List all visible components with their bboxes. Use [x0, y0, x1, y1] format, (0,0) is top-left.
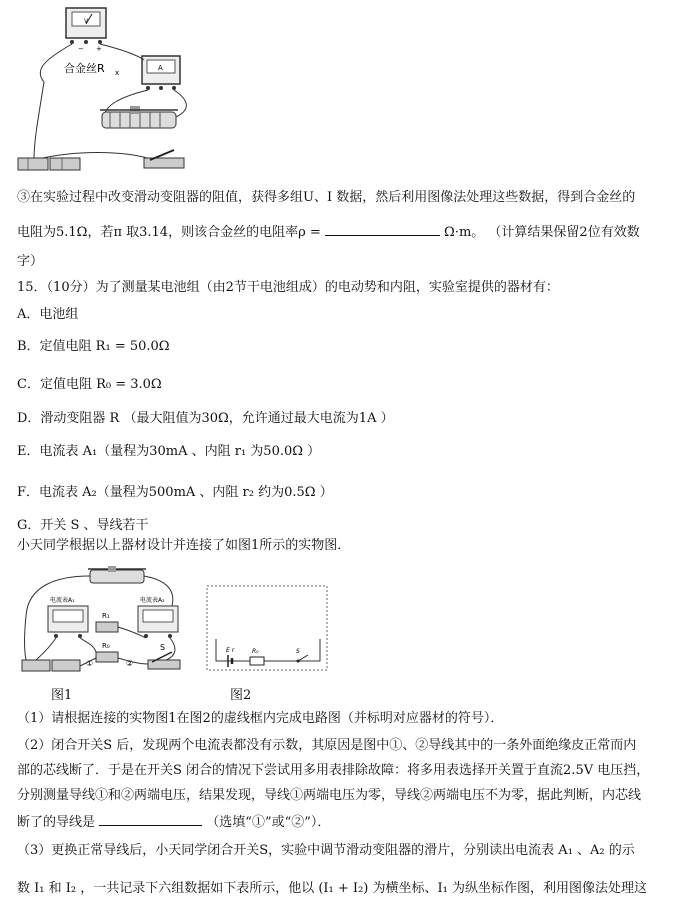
resistor-r1-icon	[96, 622, 118, 632]
q15-part3-line2: 数 I₁ 和 I₂ ，一共记录下六组数据如下表所示，他以 (I₁ + I₂) 为横坐标、I₁ 为纵坐标作图，利用图像法处理这	[17, 881, 647, 896]
alloy-wire-label: 合金丝R	[64, 62, 105, 75]
resistor-r1-label: R₁	[102, 612, 110, 620]
q15-part1: （1）请根据连接的实物图1在图2的虚线框内完成电路图（并标明对应器材的符号）．	[17, 711, 504, 726]
svg-text:x: x	[115, 69, 120, 77]
q15-intro: 15．（10分）为了测量某电池组（由2节干电池组成）的电动势和内阻，实验室提供的器材有：	[17, 280, 559, 295]
figure-2-caption: 图2	[230, 688, 252, 703]
switch-symbol-label: S	[296, 648, 300, 655]
figure-2-circuit-frame	[206, 585, 330, 673]
switch-icon	[148, 652, 180, 669]
ammeter-icon	[142, 56, 180, 90]
q15-item-c: C．定值电阻 R₀ = 3.0Ω	[17, 377, 162, 392]
rheostat-icon	[88, 566, 146, 583]
q15-part2-line1: （2）闭合开关S 后，发现两个电流表都没有示数，其原因是图中①、②导线其中的一条外面绝缘皮正常而内	[17, 738, 637, 753]
figure-1-caption: 图1	[51, 688, 73, 703]
q15-design-text: 小天同学根据以上器材设计并连接了如图1所示的实物图．	[17, 538, 351, 553]
q15-item-a: A．电池组	[17, 307, 79, 322]
dashed-frame[interactable]	[207, 586, 327, 670]
q14-part3-line1: ③在实验过程中改变滑动变阻器的阻值，获得多组U、I 数据，然后利用图像法处理这些数据，得到合金丝的	[17, 190, 636, 205]
svg-text:−: −	[78, 45, 84, 53]
ammeter-a2-label: 电流表A₂	[140, 597, 165, 604]
wire-1-label: ①	[86, 659, 94, 668]
q15-item-g: G．开关 S 、导线若干	[17, 518, 149, 533]
q14-part3-line2: 电阻为5.1Ω，若π 取3.14，则该合金丝的电阻率ρ = Ω·m。 （计算结果保留2位有效数	[17, 221, 640, 242]
switch-icon	[144, 150, 184, 168]
q15-item-d: D．滑动变阻器 R （最大阻值为30Ω，允许通过最大电流为1A ）	[17, 411, 394, 426]
ammeter-a1-icon	[48, 606, 88, 638]
voltmeter-icon	[66, 8, 106, 53]
q15-part2-line2: 部的芯线断了．于是在开关S 闭合的情况下尝试用多用表排除故障：将多用表选择开关置于直流2.5V 电压挡，	[17, 763, 650, 778]
q15-part2-line4: 断了的导线是 （选填“①”或“②”）．	[17, 811, 330, 832]
q15-item-f: F．电流表 A₂（量程为500mA 、内阻 r₂ 约为0.5Ω ）	[17, 485, 333, 500]
resistor-r0-icon	[96, 652, 118, 662]
ammeter-a1-label: 电流表A₁	[50, 597, 75, 604]
rheostat-icon	[100, 106, 178, 128]
figure-1-physical-circuit	[16, 566, 188, 678]
ammeter-label: A	[158, 64, 163, 72]
broken-wire-answer-blank[interactable]	[99, 811, 202, 826]
resistor-symbol-label: R₀	[252, 648, 259, 655]
battery-icon	[18, 158, 80, 170]
voltmeter-label: V	[84, 18, 89, 25]
q15-item-b: B．定值电阻 R₁ = 50.0Ω	[17, 339, 170, 354]
ammeter-a2-icon	[138, 606, 178, 638]
battery-icon	[22, 660, 80, 671]
resistivity-answer-blank[interactable]	[325, 221, 440, 236]
battery-symbol-label: E r	[226, 647, 235, 654]
apparatus-figure-q14	[14, 0, 214, 178]
q14-part3-line3: 字）	[17, 254, 44, 269]
resistor-symbol-icon	[250, 657, 264, 665]
resistor-r0-label: R₀	[102, 642, 110, 650]
wire-2-label: ②	[126, 659, 134, 668]
svg-text:+: +	[96, 45, 102, 53]
q15-part2-line3: 分别测量导线①和②两端电压，结果发现，导线①两端电压为零，导线②两端电压不为零，据此判断，内芯线	[17, 788, 642, 803]
q15-item-e: E．电流表 A₁（量程为30mA 、内阻 r₁ 为50.0Ω ）	[17, 444, 321, 459]
switch-label: S	[160, 643, 166, 652]
q15-part3-line1: （3）更换正常导线后，小天同学闭合开关S，实验中调节滑动变阻器的滑片，分别读出电流表 A₁ 、A₂ 的示	[17, 843, 635, 858]
